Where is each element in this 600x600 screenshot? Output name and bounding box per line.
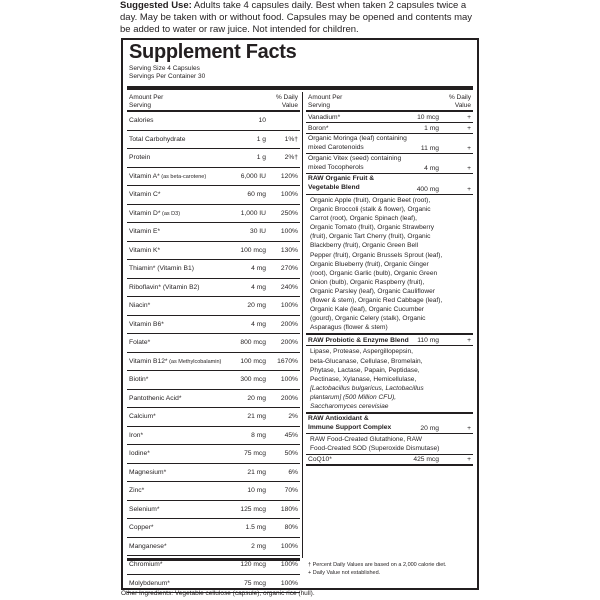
nutrient-dv: 100% bbox=[280, 228, 298, 236]
nutrient-name: Folate* bbox=[129, 339, 151, 347]
nutrient-amount: 400 mg bbox=[416, 186, 439, 193]
nutrient-dv: 80% bbox=[284, 524, 298, 532]
fruitveg-line2: Vegetable Blend bbox=[308, 183, 360, 191]
nutrient-dv: 180% bbox=[280, 505, 298, 513]
nutrient-row bbox=[127, 260, 300, 279]
nutrient-row bbox=[127, 279, 300, 298]
nutrient-row bbox=[127, 149, 300, 168]
nutrient-amount: 1 g bbox=[256, 135, 266, 143]
nutrient-name: RAW Probiotic & Enzyme Blend bbox=[308, 336, 409, 344]
nutrient-amount: 20 mg bbox=[420, 425, 439, 433]
nutrient-amount: 125 mcg bbox=[240, 505, 266, 513]
nutrient-amount: 21 mg bbox=[247, 468, 266, 476]
nutrient-dv: 1%† bbox=[284, 135, 298, 143]
nutrient-dv: 120% bbox=[280, 172, 298, 180]
nutrient-dv: + bbox=[467, 186, 471, 193]
nutrient-dv: 2%† bbox=[284, 154, 298, 162]
nutrient-dv: 200% bbox=[280, 339, 298, 347]
nutrient-name: Pantothenic Acid* bbox=[129, 394, 182, 402]
antioxidant-line2: Immune Support Complex bbox=[308, 423, 392, 431]
nutrient-row bbox=[127, 205, 300, 224]
nutrient-amount: 21 mg bbox=[247, 413, 266, 421]
nutrient-row-vanadium bbox=[306, 112, 473, 123]
footnote-daily-value: † Percent Daily Values are based on a 2,000 calorie diet. bbox=[308, 562, 447, 568]
nutrient-amount: 10 mcg bbox=[417, 113, 439, 121]
nutrient-name: Iron* bbox=[129, 431, 144, 439]
nutrient-dv: 100% bbox=[280, 302, 298, 310]
fruit-veg-blend-ingredients: Organic Apple (fruit), Organic Beet (root), Organic Broccoli (stalk & flower), Organic Carrot (root), Organic Spinach (leaf), Organic Tomato (fruit), Organic Strawberry (fruit), Organic Tart Cherry (fruit), Organic Blackberry (fruit), Organic Green Bell Pepper (fruit), Organic Brussels Sprout (leaf), Organic Blueberry (fruit), Organic Ginger (root), Organic Garlic (bulb), Organic Green Onion (bulb), Organic Raspberry (fruit), Organic Parsley (leaf), Organic Cauliflower (flower & stem), Organic Red Cabbage (leaf), Organic Kale (leaf), Organic Cucumber (gourd), Organic Celery (stalk), Organic Asparagus (flower & stem) bbox=[306, 194, 473, 335]
nutrient-dv: 100% bbox=[280, 579, 298, 587]
nutrient-dv: 270% bbox=[280, 265, 298, 273]
footnote-not-established: + Daily Value not established. bbox=[308, 570, 381, 576]
nutrient-row bbox=[127, 186, 300, 205]
nutrient-row bbox=[127, 353, 300, 372]
left-column bbox=[127, 92, 300, 593]
nutrient-row-probiotic-blend bbox=[306, 335, 473, 346]
nutrient-name: Biotin* bbox=[129, 376, 149, 384]
probiotic-blend-ingredients: Lipase, Protease, Aspergillopepsin, beta-Glucanase, Cellulase, Bromelain, Phytase, Lactase, Papain, Peptidase, Pectinase, Xylanase, Hemicellulase, [Lactobacillus bulgaricus, Lactobacillus plantarum] (500 Million CFU), Saccharomyces cerevisiae bbox=[306, 346, 473, 414]
nutrient-amount: 60 mg bbox=[247, 191, 266, 199]
nutrient-row bbox=[127, 482, 300, 501]
nutrient-amount: 100 mcg bbox=[240, 357, 266, 365]
nutrient-amount: 800 mcg bbox=[240, 339, 266, 347]
amount-per-label: Amount Per bbox=[308, 94, 343, 101]
left-bottom-rule bbox=[127, 558, 300, 561]
nutrient-dv: 200% bbox=[280, 320, 298, 328]
nutrient-name: Selenium* bbox=[129, 505, 160, 513]
nutrient-amount: 110 mg bbox=[417, 336, 439, 344]
other-ingredients: Other Ingredients: Vegetable cellulose (capsule), organic rice (hull). bbox=[121, 590, 315, 597]
nutrient-dv: 100% bbox=[280, 561, 298, 569]
nutrient-amount: 20 mg bbox=[247, 394, 266, 402]
nutrient-name: Calories bbox=[129, 117, 154, 125]
nutrient-amount: 4 mg bbox=[251, 265, 266, 273]
nutrient-dv: 100% bbox=[280, 191, 298, 199]
nutrient-row-vitex bbox=[306, 154, 473, 174]
nutrient-row-moringa bbox=[306, 134, 473, 154]
fruitveg-line1: RAW Organic Fruit & bbox=[308, 175, 375, 182]
nutrient-amount: 75 mcg bbox=[244, 579, 266, 587]
nutrient-name: Niacin* bbox=[129, 302, 151, 310]
nutrient-name: Vitamin D* (as D3) bbox=[129, 209, 181, 217]
nutrient-name: Iodine* bbox=[129, 450, 150, 458]
nutrient-row bbox=[127, 464, 300, 483]
nutrient-dv: + bbox=[467, 425, 471, 433]
nutrient-row bbox=[127, 501, 300, 520]
vitex-line2: mixed Tocopherols bbox=[308, 163, 364, 171]
nutrient-row bbox=[127, 168, 300, 187]
nutrient-amount: 30 IU bbox=[250, 228, 266, 236]
right-column bbox=[306, 92, 473, 466]
servings-per-container: Servings Per Container 30 bbox=[129, 72, 206, 80]
nutrient-amount: 425 mcg bbox=[413, 456, 439, 464]
nutrient-row bbox=[127, 445, 300, 464]
nutrient-dv: 100% bbox=[280, 376, 298, 384]
pct-daily-label: % Daily bbox=[275, 94, 298, 101]
nutrient-name: Vanadium* bbox=[308, 113, 341, 121]
nutrient-dv: 100% bbox=[280, 542, 298, 550]
serving-label: Serving bbox=[129, 101, 152, 109]
left-rows bbox=[127, 112, 300, 593]
nutrient-dv: + bbox=[467, 165, 471, 172]
nutrient-name: Manganese* bbox=[129, 542, 167, 550]
nutrient-amount: 2 mg bbox=[251, 542, 266, 550]
column-divider bbox=[302, 92, 303, 558]
nutrient-row-fruit-veg-blend bbox=[306, 174, 473, 194]
nutrient-row bbox=[127, 334, 300, 353]
supplement-facts-panel bbox=[121, 38, 479, 590]
pct-daily-label: % Daily bbox=[448, 94, 471, 101]
nutrient-amount: 11 mg bbox=[420, 145, 439, 152]
moringa-line2: mixed Carotenoids bbox=[308, 143, 364, 151]
nutrient-name: Zinc* bbox=[129, 487, 145, 495]
nutrient-amount: 10 bbox=[258, 117, 266, 125]
nutrient-amount: 120 mcg bbox=[240, 561, 266, 569]
nutrient-row bbox=[127, 408, 300, 427]
nutrient-row bbox=[127, 538, 300, 557]
nutrient-amount: 20 mg bbox=[247, 302, 266, 310]
nutrient-row bbox=[127, 371, 300, 390]
nutrient-amount: 4 mg bbox=[251, 320, 266, 328]
nutrient-dv: + bbox=[467, 145, 471, 152]
vitex-line1: Organic Vitex (seed) containing bbox=[308, 155, 402, 162]
nutrient-row bbox=[127, 519, 300, 538]
suggested-use-body: Adults take 4 capsules daily. Best when taken 2 capsules twice a day. May be taken with or without food. Capsules may be opened and contents may be added to water or raw juice. Not intended for children. bbox=[120, 0, 473, 35]
nutrient-dv: 1670% bbox=[277, 357, 298, 365]
nutrient-amount: 300 mcg bbox=[240, 376, 266, 384]
panel-title: Supplement Facts bbox=[129, 41, 297, 63]
nutrient-name: Vitamin E* bbox=[129, 228, 161, 236]
nutrient-amount: 10 mg bbox=[247, 487, 266, 495]
nutrient-row bbox=[127, 390, 300, 409]
nutrient-name: Protein bbox=[129, 154, 151, 162]
nutrient-dv: 45% bbox=[284, 431, 298, 439]
nutrient-amount: 1 mg bbox=[424, 124, 439, 132]
serving-label: Serving bbox=[308, 101, 331, 109]
nutrient-amount: 1,000 IU bbox=[240, 209, 266, 217]
nutrient-amount: 75 mcg bbox=[244, 450, 266, 458]
nutrient-dv: 130% bbox=[280, 246, 298, 254]
nutrient-dv: + bbox=[467, 456, 471, 464]
top-rule bbox=[127, 86, 473, 90]
nutrient-dv: 200% bbox=[280, 394, 298, 402]
nutrient-dv: + bbox=[467, 124, 471, 132]
nutrient-name: Vitamin B6* bbox=[129, 320, 164, 328]
antioxidant-complex-ingredients: RAW Food-Created Glutathione, RAW Food-Created SOD (Superoxide Dismutase) bbox=[306, 434, 473, 455]
nutrient-name: Molybdenum* bbox=[129, 579, 170, 587]
moringa-line1: Organic Moringa (leaf) containing bbox=[308, 135, 407, 142]
nutrient-dv: + bbox=[467, 336, 471, 344]
nutrient-name: Copper* bbox=[129, 524, 154, 532]
nutrient-name: Vitamin K* bbox=[129, 246, 161, 254]
nutrient-dv: + bbox=[467, 113, 471, 121]
nutrient-row bbox=[127, 242, 300, 261]
nutrient-dv: 50% bbox=[284, 450, 298, 458]
antioxidant-line1: RAW Antioxidant & bbox=[308, 415, 369, 423]
nutrient-row-antioxidant-complex bbox=[306, 414, 473, 434]
nutrient-name: CoQ10* bbox=[308, 456, 332, 464]
suggested-use-text bbox=[120, 0, 480, 36]
nutrient-name: Vitamin B12* (as Methylcobalamin) bbox=[129, 357, 222, 365]
serving-info bbox=[129, 65, 205, 80]
nutrient-name: Thiamin* (Vitamin B1) bbox=[129, 265, 194, 273]
suggested-use-label: Suggested Use: bbox=[120, 0, 192, 11]
serving-size: Serving Size 4 Capsules bbox=[129, 65, 200, 72]
nutrient-name: Vitamin A* (as beta-carotene) bbox=[129, 172, 207, 180]
nutrient-row bbox=[127, 223, 300, 242]
nutrient-name: Calcium* bbox=[129, 413, 156, 421]
nutrient-dv: 240% bbox=[280, 283, 298, 291]
nutrient-amount: 8 mg bbox=[251, 431, 266, 439]
nutrient-row-coq10 bbox=[306, 455, 473, 466]
nutrient-name: Total Carbohydrate bbox=[129, 135, 186, 143]
value-label: Value bbox=[454, 101, 471, 109]
footnotes bbox=[306, 561, 473, 577]
nutrient-name: Vitamin C* bbox=[129, 191, 161, 199]
nutrient-row bbox=[127, 131, 300, 150]
left-column-header bbox=[127, 92, 300, 112]
nutrient-row bbox=[127, 427, 300, 446]
nutrient-amount: 1.5 mg bbox=[245, 524, 266, 532]
nutrient-dv: 2% bbox=[288, 413, 298, 421]
amount-per-label: Amount Per bbox=[129, 94, 164, 101]
nutrient-name: Magnesium* bbox=[129, 468, 167, 476]
nutrient-dv: 70% bbox=[284, 487, 298, 495]
nutrient-name: Chromium* bbox=[129, 561, 163, 569]
nutrient-amount: 6,000 IU bbox=[240, 172, 266, 180]
nutrient-row bbox=[127, 112, 300, 131]
nutrient-amount: 4 mg bbox=[251, 283, 266, 291]
nutrient-row bbox=[127, 316, 300, 335]
nutrient-row-boron bbox=[306, 123, 473, 134]
nutrient-name: Riboflavin* (Vitamin B2) bbox=[129, 283, 200, 291]
nutrient-amount: 1 g bbox=[256, 154, 266, 162]
nutrient-row bbox=[127, 297, 300, 316]
nutrient-amount: 4 mg bbox=[424, 165, 439, 172]
right-column-header bbox=[306, 92, 473, 112]
nutrient-amount: 100 mcg bbox=[240, 246, 266, 254]
value-label: Value bbox=[281, 101, 298, 109]
nutrient-dv: 6% bbox=[288, 468, 298, 476]
nutrient-name: Boron* bbox=[308, 124, 329, 132]
nutrient-dv: 250% bbox=[280, 209, 298, 217]
